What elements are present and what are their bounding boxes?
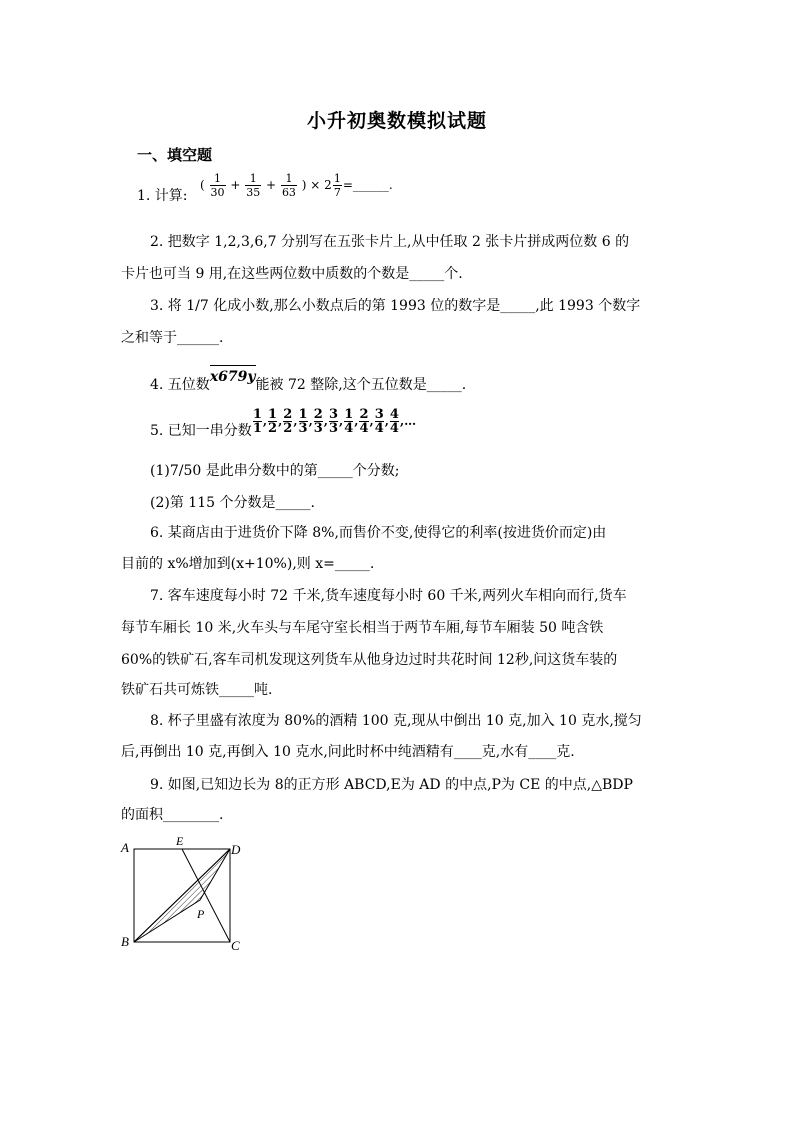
q5-separator: ,… <box>399 414 417 428</box>
question-9-line-1: 9. 如图,已知边长为 8的正方形 ABCD,E为 AD 的中点,P为 CE 的中点,△BDP <box>150 777 633 793</box>
question-5-part-2: (2)第 115 个分数是_____. <box>150 495 315 511</box>
question-3-line-1: 3. 将 1/7 化成小数,那么小数点后的第 1993 位的数字是_____,此 1993 个数字 <box>150 298 641 314</box>
question-9-line-2: 的面积________. <box>121 807 224 823</box>
q5-fraction: $\frac{1}{3}$ <box>298 406 308 436</box>
question-7-line-1: 7. 客车速度每小时 72 千米,货车速度每小时 60 千米,两列火车相向而行,货车 <box>150 588 627 604</box>
label-c: C <box>231 938 240 953</box>
label-p: P <box>197 907 205 921</box>
q1-whole: 2 <box>324 178 332 192</box>
q5-separator: , <box>369 414 374 428</box>
q5-fraction: $\frac{2}{3}$ <box>313 406 323 436</box>
q5-fraction: $\frac{1}{1}$ <box>252 406 262 436</box>
q1-open-paren: ( <box>199 178 205 192</box>
q5-separator: , <box>308 414 313 428</box>
q4-overline-number: x679y <box>209 369 256 385</box>
q5-separator: , <box>384 414 389 428</box>
q1-plus-2: + <box>266 178 277 192</box>
q1-fraction-4: $\frac{1}{7}$ <box>333 172 341 199</box>
q5-fraction: $\frac{3}{4}$ <box>374 406 384 436</box>
q1-plus-1: + <box>230 178 241 192</box>
question-3-line-2: 之和等于______. <box>121 330 224 346</box>
q5-fraction: $\frac{3}{3}$ <box>328 406 339 436</box>
question-6-line-1: 6. 某商店由于进货价下降 8%,而售价不变,使得它的利率(按进货价而定)由 <box>150 525 607 541</box>
q5-fraction: $\frac{2}{2}$ <box>283 406 293 436</box>
q1-prefix: 1. 计算: <box>137 188 188 204</box>
section-heading: 一、填空题 <box>137 146 213 164</box>
question-2-line-1: 2. 把数字 1,2,3,6,7 分别写在五张卡片上,从中任取 2 张卡片拼成两位数 6 的 <box>150 234 630 250</box>
square-figure <box>115 830 255 955</box>
q1-fraction-2: $\frac{1}{35}$ <box>246 172 261 199</box>
q1-times: × <box>310 178 321 192</box>
question-8-line-2: 后,再倒出 10 克,再倒入 10 克水,问此时杯中纯酒精有____克,水有____克. <box>121 744 575 760</box>
q1-close-paren: ) <box>301 178 307 192</box>
question-4: 4. 五位数x679y能被 72 整除,这个五位数是_____. <box>150 369 467 393</box>
q1-expression <box>200 172 393 199</box>
question-2-line-2: 卡片也可当 9 用,在这些两位数中质数的个数是_____个. <box>121 266 463 282</box>
q5-separator: , <box>293 414 298 428</box>
q5-separator: , <box>323 414 328 428</box>
q5-separator: , <box>339 414 344 428</box>
question-5-part-1: (1)7/50 是此串分数中的第_____个分数; <box>150 463 400 479</box>
question-1 <box>137 172 393 206</box>
label-e: E <box>176 834 184 848</box>
q5-separator: , <box>354 414 359 428</box>
q5-separator: , <box>278 414 283 428</box>
q1-fraction-1: $\frac{1}{30}$ <box>210 172 225 199</box>
label-a: A <box>121 840 129 855</box>
question-7-line-4: 铁矿石共可炼铁_____吨. <box>121 682 273 698</box>
question-5: 5. 已知一串分数 $\frac{1}{1}$ , $\frac{1}{2}$ , $\frac{2}{2}$ , $\frac{1}{3}$ , $\frac{2}{3}$ , $\frac{3}{3}$ , $\frac{1}{4}$ , $\frac{2}{4}$ , $\frac{3}{4}$ , $\frac{4}{4}$ ,… <box>150 406 417 439</box>
question-7-line-3: 60%的铁矿石,客车司机发现这列货车从他身边过时共花时间 12秒,问这货车装的 <box>121 652 618 668</box>
label-d: D <box>231 842 241 857</box>
diagonal-bd <box>134 849 230 942</box>
q5-fraction: $\frac{4}{4}$ <box>389 406 399 436</box>
q5-fraction: $\frac{1}{2}$ <box>268 406 278 436</box>
q5-separator: , <box>262 414 268 428</box>
question-6-line-2: 目前的 x%增加到(x+10%),则 x=_____. <box>121 556 375 572</box>
q5-fraction: $\frac{2}{4}$ <box>359 406 369 436</box>
question-7-line-2: 每节车厢长 10 米,火车头与车尾守室长相当于两节车厢,每节车厢装 50 吨含铁 <box>121 620 604 636</box>
q5-fraction: $\frac{1}{4}$ <box>344 406 354 436</box>
q1-answer-blank: =______. <box>342 178 393 192</box>
question-8-line-1: 8. 杯子里盛有浓度为 80%的酒精 100 克,现从中倒出 10 克,加入 10 克水,搅匀 <box>150 713 642 729</box>
page-title: 小升初奥数模拟试题 <box>306 110 487 132</box>
q1-fraction-3: $\frac{1}{63}$ <box>281 172 296 199</box>
label-b: B <box>121 934 129 949</box>
